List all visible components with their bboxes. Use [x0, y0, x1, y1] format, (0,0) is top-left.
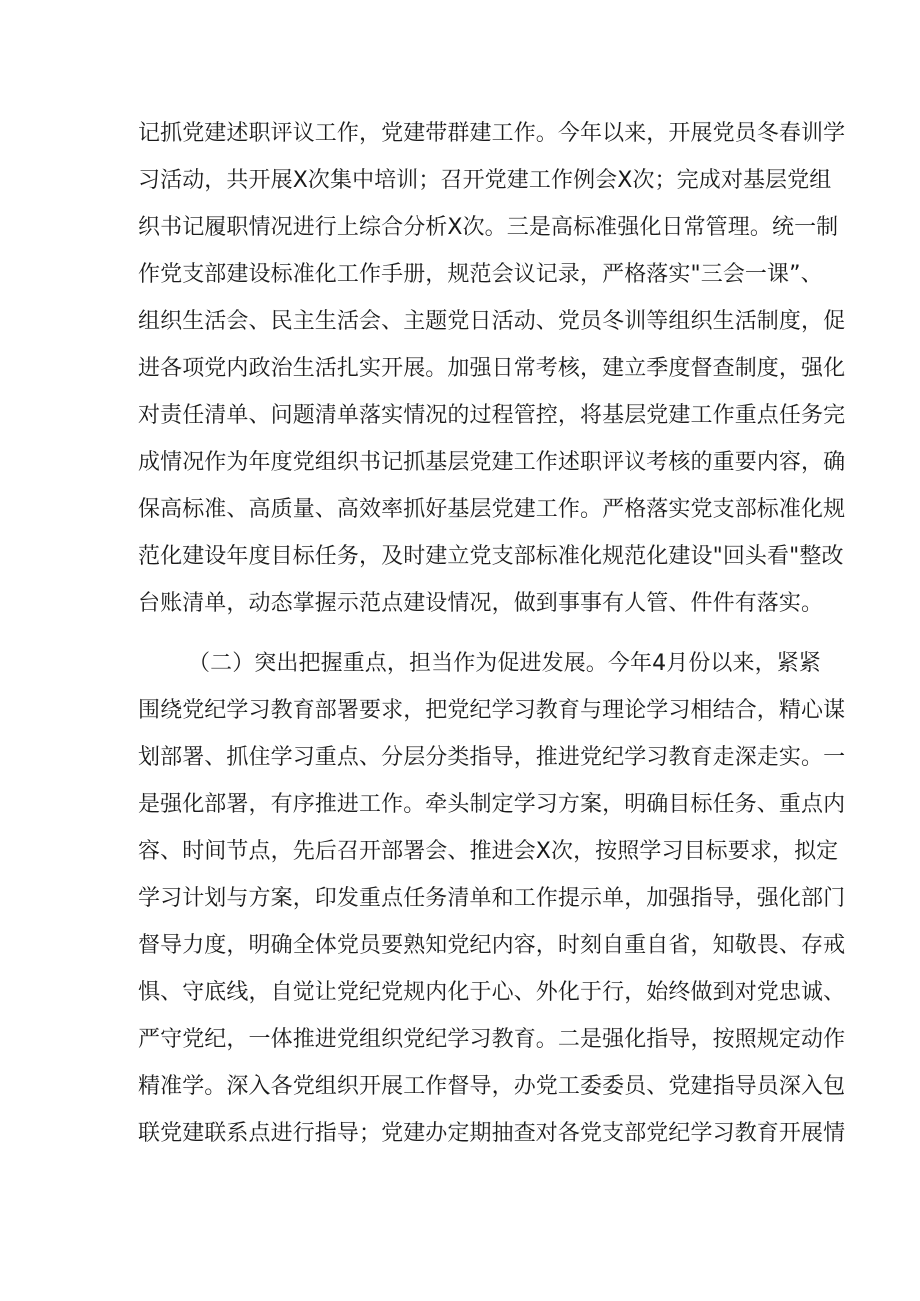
- text-line: 联党建联系点进行指导；党建办定期抽查对各党支部党纪学习教育开展情: [138, 1121, 846, 1146]
- section-heading-line: （二）突出把握重点，担当作为促进发展。今年4月份以来，紧紧: [188, 651, 821, 676]
- text-line: 作党支部建设标准化工作手册，规范会议记录，严格落实"三会一课”、: [138, 262, 823, 287]
- text-line: 组织生活会、民主生活会、主题党日活动、党员冬训等组织生活制度，促: [138, 309, 846, 334]
- text-line: 保高标准、高质量、高效率抓好基层党建工作。严格落实党支部标准化规: [138, 497, 846, 522]
- text-line: 进各项党内政治生活扎实开展。加强日常考核，建立季度督查制度，强化: [138, 356, 846, 381]
- text-line: 习活动，共开展X次集中培训；召开党建工作例会X次；完成对基层党组: [138, 168, 832, 193]
- text-line: 记抓党建述职评议工作，党建带群建工作。今年以来，开展党员冬春训学: [138, 121, 846, 146]
- text-line: 学习计划与方案，印发重点任务清单和工作提示单，加强指导，强化部门: [138, 886, 846, 911]
- text-line: 督导力度，明确全体党员要熟知党纪内容，时刻自重自省，知敬畏、存戒: [138, 933, 846, 958]
- text-line: 容、时间节点，先后召开部署会、推进会X次，按照学习目标要求，拟定: [138, 839, 839, 864]
- text-line: 惧、守底线，自觉让党纪党规内化于心、外化于行，始终做到对党忠诚、: [138, 980, 846, 1005]
- text-line: 对责任清单、问题清单落实情况的过程管控，将基层党建工作重点任务完: [138, 403, 846, 428]
- text-line: 严守党纪，一体推进党组织党纪学习教育。二是强化指导，按照规定动作: [138, 1027, 846, 1052]
- text-line: 是强化部署，有序推进工作。牵头制定学习方案，明确目标任务、重点内: [138, 792, 846, 817]
- text-line: 围绕党纪学习教育部署要求，把党纪学习教育与理论学习相结合，精心谋: [138, 698, 846, 723]
- text-line: 织书记履职情况进行上综合分析X次。三是高标准强化日常管理。统一制: [138, 215, 839, 240]
- text-line: 成情况作为年度党组织书记抓基层党建工作述职评议考核的重要内容，确: [138, 450, 846, 475]
- text-line: 台账清单，动态掌握示范点建设情况，做到事事有人管、件件有落实。: [138, 591, 824, 616]
- text-line: 划部署、抓住学习重点、分层分类指导，推进党纪学习教育走深走实。一: [138, 745, 846, 770]
- text-line: 精准学。深入各党组织开展工作督导，办党工委委员、党建指导员深入包: [138, 1074, 846, 1099]
- text-line: 范化建设年度目标任务，及时建立党支部标准化规范化建设"回头看"整改: [138, 544, 844, 569]
